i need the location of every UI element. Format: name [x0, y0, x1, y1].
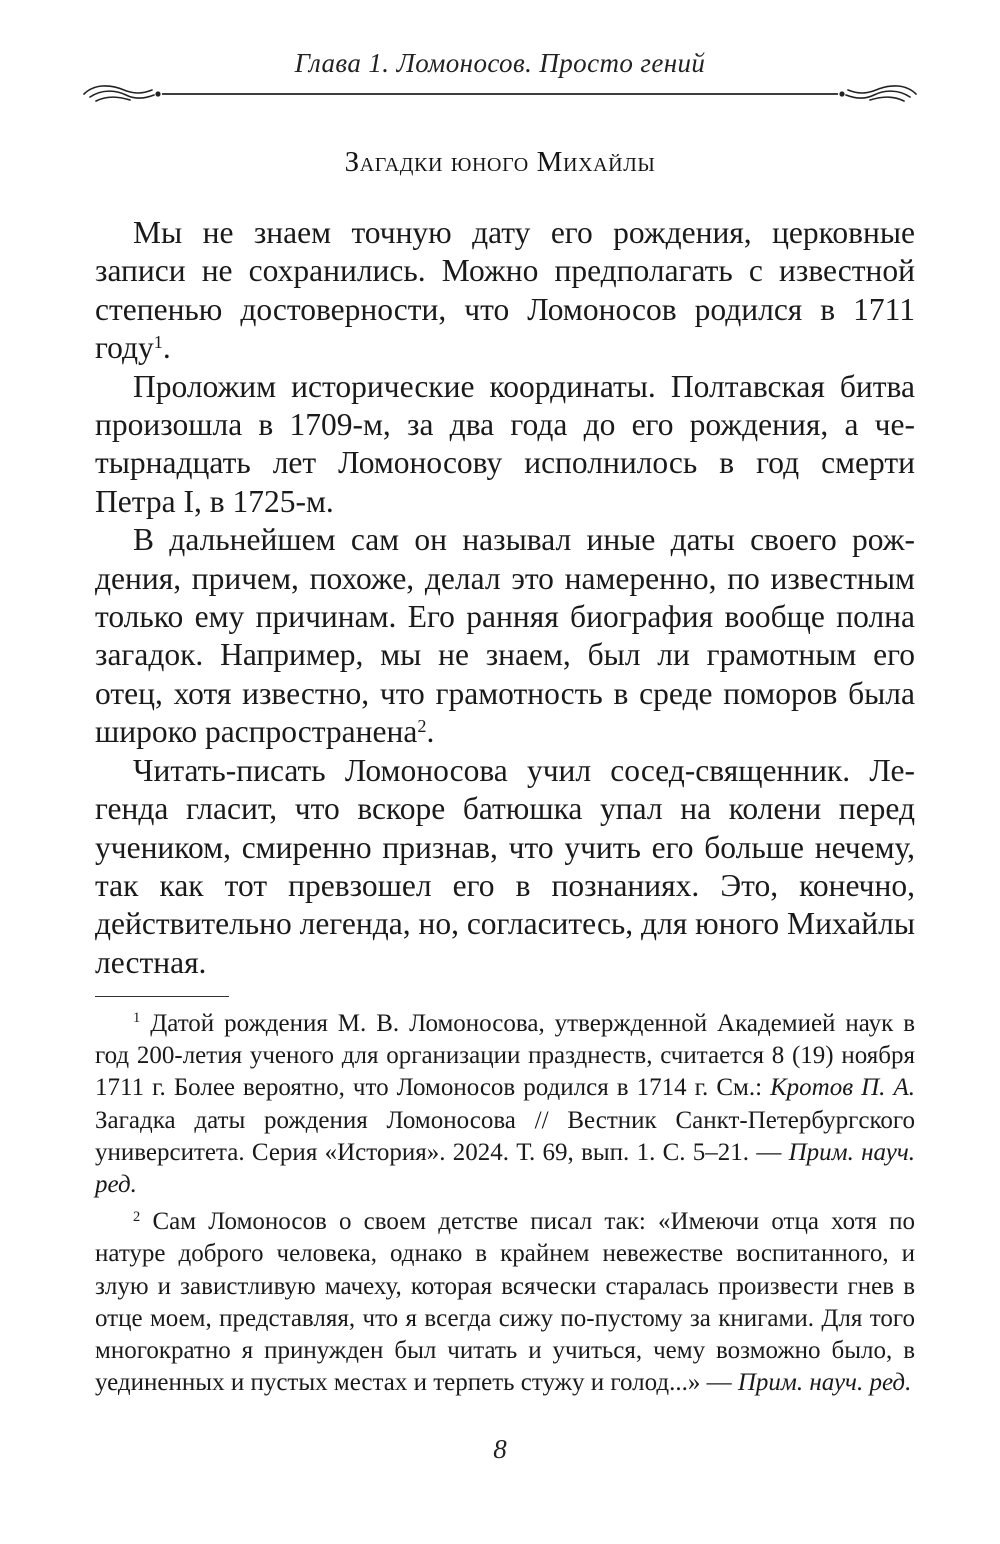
footnote-text: Датой рождения М. В. Ломоносова, утвержденной Академией наук в год 200-летия ученого для организации празднеств, считается 8 (19) ноября 1711 г. Более вероятно, что Ломоносов родился в 1714 г. См.: — [95, 1010, 915, 1102]
paragraph-text: Читать-писать Ломоносова учил сосед-священник. Легенда гласит, что вскоре батюшка упал на колени перед учеником, смиренно признав, что учить его больше нечему, так как тот превзошел его в познаниях. Это, конечно, действительно легенда, но, согласитесь, для юного Михайлы лестная. — [95, 752, 915, 980]
footnote-ref: 1 — [153, 331, 163, 352]
footnote-separator — [95, 996, 229, 997]
footnote — [95, 1206, 915, 1399]
paragraph-end: . — [426, 714, 435, 750]
paragraph — [95, 752, 915, 982]
footnote-ref: 2 — [417, 715, 427, 736]
footnote-author: Кротов П. А. — [770, 1074, 915, 1102]
page-number: 8 — [493, 1434, 507, 1464]
footnote-editor-note: Прим. науч. ред. — [95, 1138, 916, 1199]
paragraph-text: Проложим исторические координаты. Полтавская битва произошла в 1709-м, за два года до его рождения, а четырнадцать лет Ломоносову исполнилось в год смерти Петра I, в 1725-м. — [95, 368, 915, 519]
footnotes — [95, 1008, 915, 1404]
paragraph-text: В дальнейшем сам он называл иные даты своего рождения, причем, похоже, делал это намеренно, по известным только ему причинам. Его ранняя биография вообще полна загадок. Например, мы не знаем, был ли грамотным его отец, хотя известно, что грамотность в среде поморов была широко распространена — [95, 522, 915, 750]
paragraph — [95, 214, 915, 368]
footnote-editor-note: Прим. науч. ред. — [737, 1369, 912, 1397]
paragraph — [95, 521, 915, 751]
section-title: Загадки юного Михайлы — [344, 146, 656, 178]
footnote-mark: 1 — [133, 1010, 141, 1027]
footnote-mark: 2 — [133, 1208, 141, 1225]
footnote-text: Загадка даты рождения Ломоносова // Вестник Санкт-Петербургского университета. Серия «История». 2024. Т. 69, вып. 1. С. 5–21. — — [95, 1106, 915, 1166]
paragraph — [95, 368, 915, 522]
footnote — [95, 1008, 915, 1201]
header-ornament-rule — [80, 80, 920, 110]
running-head: Глава 1. Ломоносов. Просто гений — [294, 48, 706, 78]
paragraph-end: . — [162, 330, 171, 366]
body-text — [95, 214, 915, 982]
footnote-text: Сам Ломоносов о своем детстве писал так: «Имеючи отца хотя по натуре доброго человека, однако в крайнем невежестве воспитанного, и злую и завистливую мачеху, которая всячески старалась произвести гнев в отце моем, представляя, что я всегда сижу по-пустому за книгами. Для того многократно я принужден был читать и учиться, чему возможно было, в уединенных и пустых местах и терпеть стужу и голод...» — — [95, 1208, 915, 1397]
paragraph-text: Мы не знаем точную дату его рождения, церковные записи не сохранились. Можно предполагать с известной степенью достоверности, что Ломоносов родился в 1711 году — [95, 215, 915, 366]
